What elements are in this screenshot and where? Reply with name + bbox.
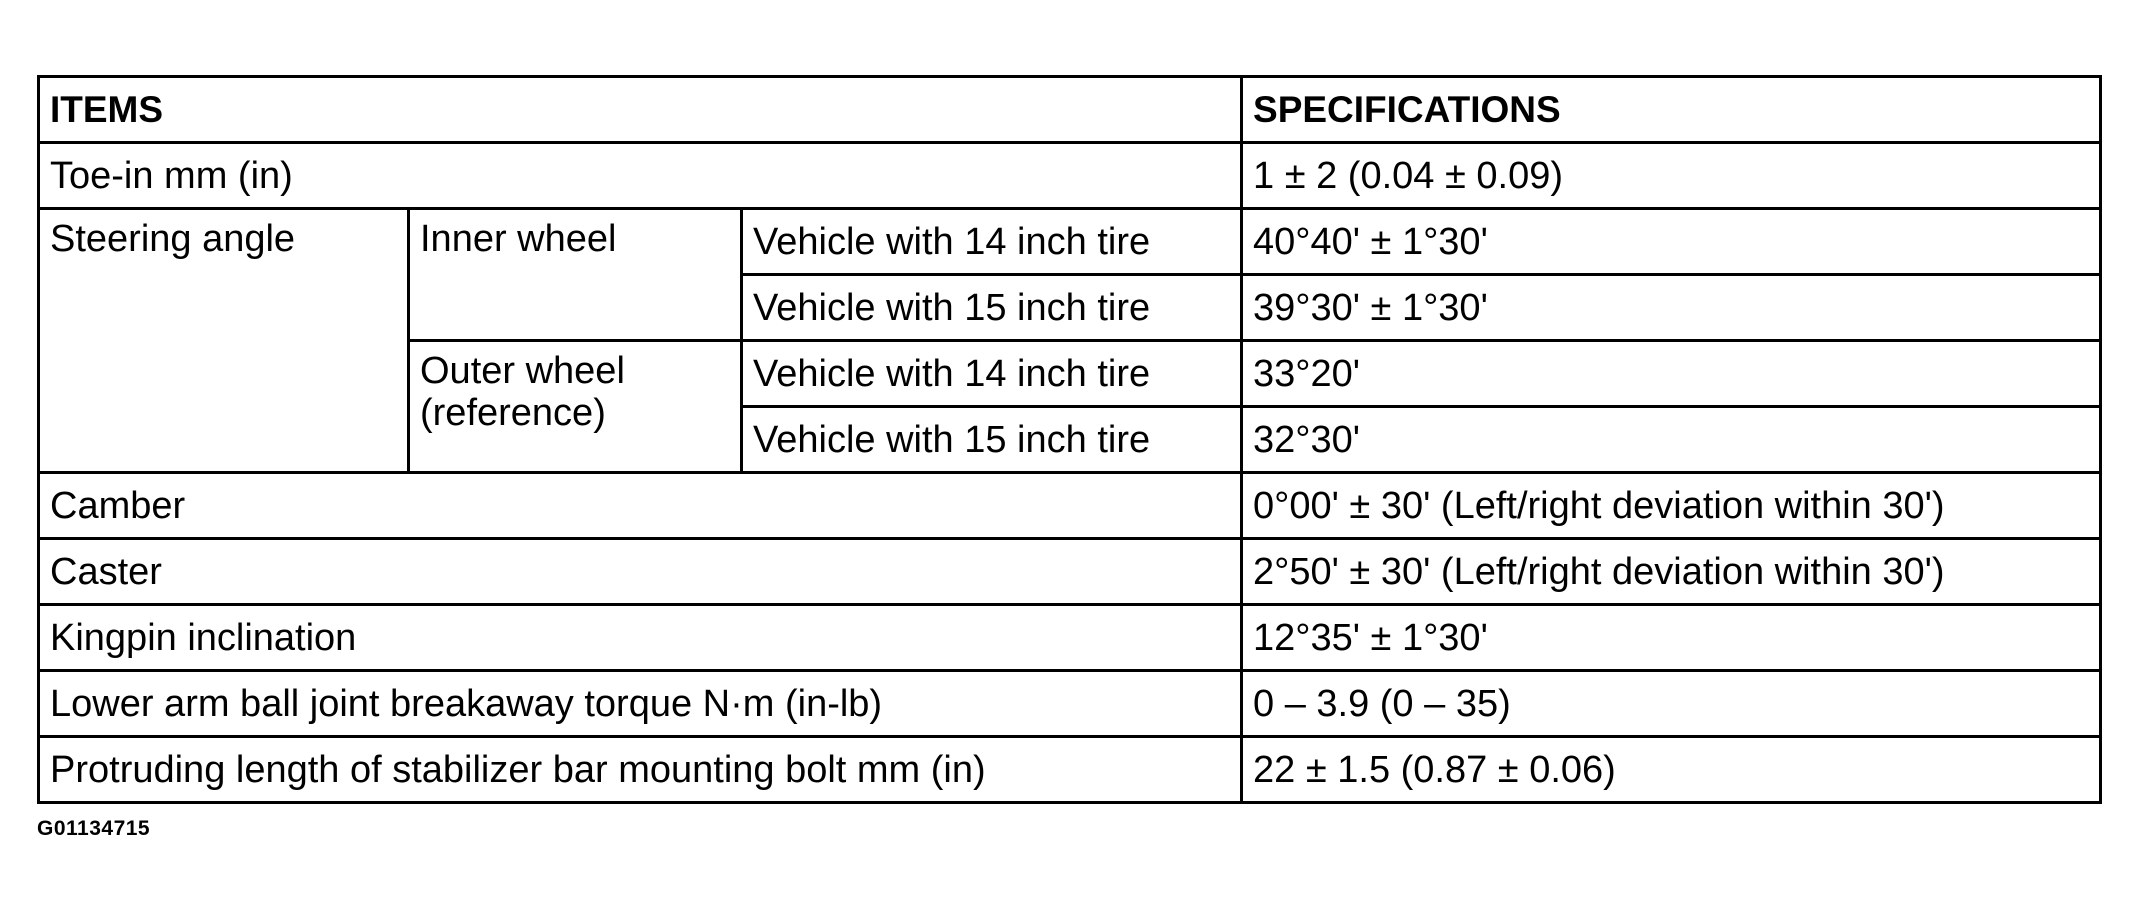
table-row (39, 473, 2101, 539)
camber-spec: 0°00' ± 30' (Left/right deviation within 30') (1242, 473, 2101, 539)
outer-wheel-label: Outer wheel (reference) (409, 341, 742, 473)
stabilizer-spec: 22 ± 1.5 (0.87 ± 0.06) (1242, 737, 2101, 803)
ball-joint-label: Lower arm ball joint breakaway torque N·m (in-lb) (39, 671, 1242, 737)
table-row (39, 539, 2101, 605)
toe-in-spec: 1 ± 2 (0.04 ± 0.09) (1242, 143, 2101, 209)
camber-label: Camber (39, 473, 1242, 539)
kingpin-spec: 12°35' ± 1°30' (1242, 605, 2101, 671)
outer-wheel-15-spec: 32°30' (1242, 407, 2101, 473)
outer-wheel-15-condition: Vehicle with 15 inch tire (742, 407, 1242, 473)
table-header-row (39, 77, 2101, 143)
toe-in-label: Toe-in mm (in) (39, 143, 1242, 209)
steering-angle-label: Steering angle (39, 209, 409, 473)
table-row (39, 209, 2101, 275)
ball-joint-spec: 0 – 3.9 (0 – 35) (1242, 671, 2101, 737)
reference-code: G01134715 (37, 817, 151, 840)
outer-wheel-14-condition: Vehicle with 14 inch tire (742, 341, 1242, 407)
table-row (39, 671, 2101, 737)
table-row (39, 143, 2101, 209)
kingpin-label: Kingpin inclination (39, 605, 1242, 671)
items-header: ITEMS (39, 77, 1242, 143)
specifications-table (37, 75, 2102, 804)
inner-wheel-14-condition: Vehicle with 14 inch tire (742, 209, 1242, 275)
specifications-header: SPECIFICATIONS (1242, 77, 2101, 143)
stabilizer-label: Protruding length of stabilizer bar mounting bolt mm (in) (39, 737, 1242, 803)
inner-wheel-15-condition: Vehicle with 15 inch tire (742, 275, 1242, 341)
inner-wheel-14-spec: 40°40' ± 1°30' (1242, 209, 2101, 275)
table-row (39, 605, 2101, 671)
outer-wheel-14-spec: 33°20' (1242, 341, 2101, 407)
caster-label: Caster (39, 539, 1242, 605)
table-row (39, 737, 2101, 803)
inner-wheel-15-spec: 39°30' ± 1°30' (1242, 275, 2101, 341)
inner-wheel-label: Inner wheel (409, 209, 742, 341)
caster-spec: 2°50' ± 30' (Left/right deviation within 30') (1242, 539, 2101, 605)
